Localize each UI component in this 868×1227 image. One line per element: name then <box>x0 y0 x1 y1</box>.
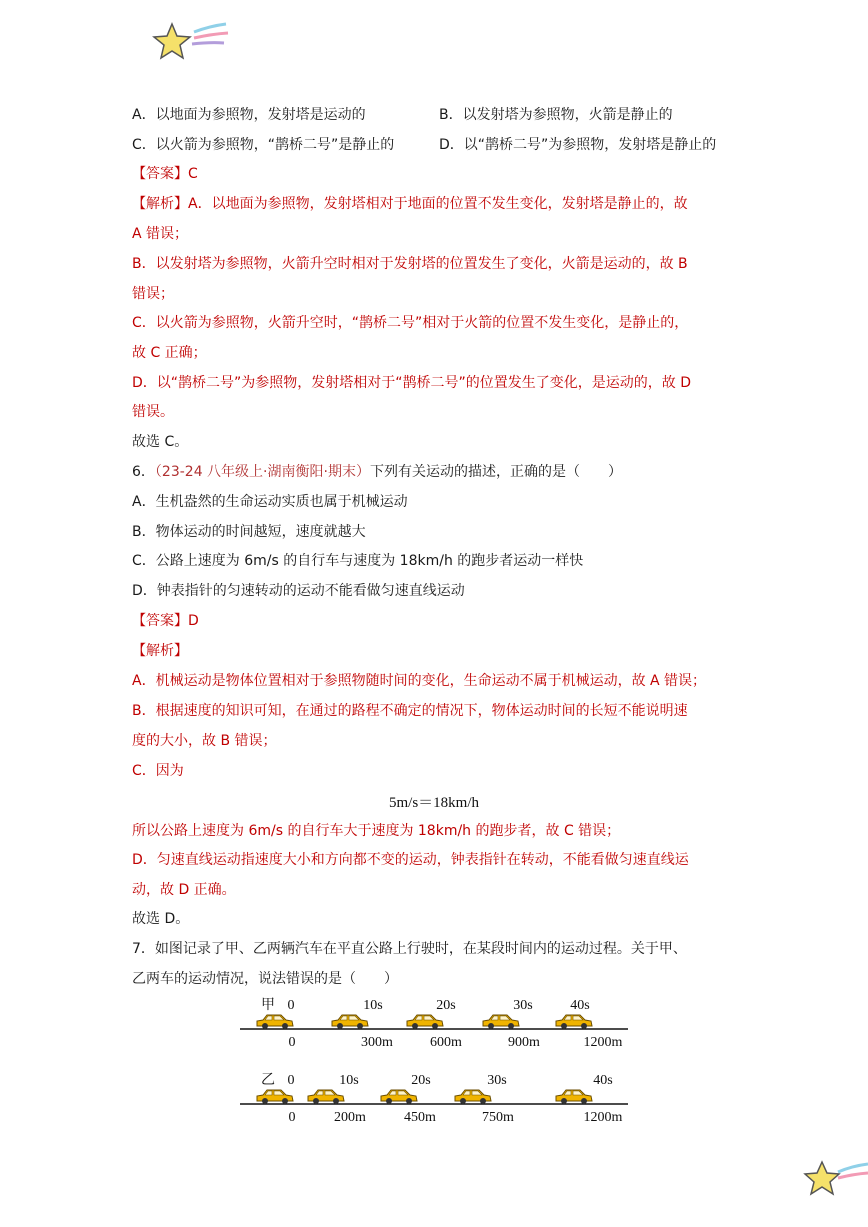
time-label: 30s <box>513 998 533 1013</box>
car-label: 乙 <box>261 1073 275 1088</box>
option-b: B．以发射塔为参照物，火箭是静止的 <box>439 107 673 123</box>
car-icon <box>407 1015 443 1029</box>
analysis-line: B．根据速度的知识可知，在通过的路程不确定的情况下，物体运动时间的长短不能说明速 <box>132 703 688 719</box>
analysis-line: 错误。 <box>132 404 174 420</box>
analysis-line: C．因为 <box>132 763 184 779</box>
car-icon <box>308 1090 344 1104</box>
time-label: 0 <box>287 998 295 1013</box>
time-label: 40s <box>593 1073 613 1088</box>
analysis-line: 【解析】A．以地面为参照物，发射塔相对于地面的位置不发生变化，发射塔是静止的，故 <box>132 196 688 212</box>
car-icon <box>556 1015 592 1029</box>
time-label: 10s <box>339 1073 359 1088</box>
distance-label: 750m <box>482 1110 514 1125</box>
analysis-line: 所以公路上速度为 6m/s 的自行车大于速度为 18km/h 的跑步者，故 C 错误； <box>132 823 621 839</box>
analysis-line: B．以发射塔为参照物，火箭升空时相对于发射塔的位置发生了变化，火箭是运动的，故 B <box>132 256 688 272</box>
distance-label: 900m <box>508 1035 540 1050</box>
car-icon <box>257 1015 293 1029</box>
distance-label: 1200m <box>583 1035 623 1050</box>
option-a: A．以地面为参照物，发射塔是运动的 <box>132 107 366 123</box>
answer: 【答案】C <box>132 166 198 182</box>
car-label: 甲 <box>261 998 275 1013</box>
distance-label: 0 <box>288 1035 296 1050</box>
question-stem: 7．如图记录了甲、乙两辆汽车在平直公路上行驶时，在某段时间内的运动过程。关于甲、 <box>132 941 687 957</box>
car-icon <box>556 1090 592 1104</box>
car-icon <box>332 1015 368 1029</box>
formula: 5m/s＝18km/h <box>388 795 479 811</box>
analysis-line: 错误； <box>132 286 174 302</box>
car-icon <box>455 1090 491 1104</box>
car-row-jia <box>240 997 628 1050</box>
car-icon <box>381 1090 417 1104</box>
analysis-line: D．以“鹊桥二号”为参照物，发射塔相对于“鹊桥二号”的位置发生了变化，是运动的，故 D <box>132 375 692 391</box>
analysis-title: 【解析】 <box>132 643 188 659</box>
distance-label: 300m <box>361 1035 393 1050</box>
distance-label: 1200m <box>583 1110 623 1125</box>
option-a: A．生机盎然的生命运动实质也属于机械运动 <box>132 494 408 510</box>
final-answer: 故选 D。 <box>132 911 190 927</box>
time-label: 30s <box>487 1073 507 1088</box>
answer: 【答案】D <box>132 613 199 629</box>
final-answer: 故选 C。 <box>132 434 189 450</box>
time-label: 40s <box>570 998 590 1013</box>
car-row-yi <box>240 1073 628 1125</box>
analysis-line: 动，故 D 正确。 <box>132 882 236 898</box>
option-c: C．以火箭为参照物，“鹊桥二号”是静止的 <box>132 137 395 153</box>
analysis-line: A 错误； <box>132 226 189 242</box>
option-b: B．物体运动的时间越短，速度就越大 <box>132 524 366 540</box>
car-icon <box>257 1090 293 1104</box>
question-number: 6． <box>132 464 155 480</box>
option-c: C．公路上速度为 6m/s 的自行车与速度为 18km/h 的跑步者运动一样快 <box>132 553 584 569</box>
time-label: 10s <box>363 998 383 1013</box>
time-label: 20s <box>436 998 456 1013</box>
analysis-line: 故 C 正确； <box>132 345 207 361</box>
time-label: 20s <box>411 1073 431 1088</box>
time-label: 0 <box>287 1073 295 1088</box>
distance-label: 200m <box>334 1110 366 1125</box>
distance-label: 450m <box>404 1110 436 1125</box>
analysis-line: D．匀速直线运动指速度大小和方向都不变的运动，钟表指针在转动，不能看做匀速直线运 <box>132 852 689 868</box>
question-stem: 乙两车的运动情况，说法错误的是（ ） <box>132 971 398 987</box>
question-source: （23-24 八年级上·湖南衡阳·期末） <box>154 464 370 480</box>
analysis-line: C．以火箭为参照物，火箭升空时，“鹊桥二号”相对于火箭的位置不发生变化，是静止的， <box>132 315 689 331</box>
distance-label: 0 <box>288 1110 296 1125</box>
option-d: D．以“鹊桥二号”为参照物，发射塔是静止的 <box>439 137 717 153</box>
analysis-line: A．机械运动是物体位置相对于参照物随时间的变化，生命运动不属于机械运动，故 A 错误； <box>132 673 707 689</box>
question-text: 下列有关运动的描述，正确的是（ ） <box>369 464 622 480</box>
car-icon <box>483 1015 519 1029</box>
distance-label: 600m <box>430 1035 462 1050</box>
option-d: D．钟表指针的匀速转动的运动不能看做匀速直线运动 <box>132 583 465 599</box>
analysis-line: 度的大小，故 B 错误； <box>132 733 277 749</box>
